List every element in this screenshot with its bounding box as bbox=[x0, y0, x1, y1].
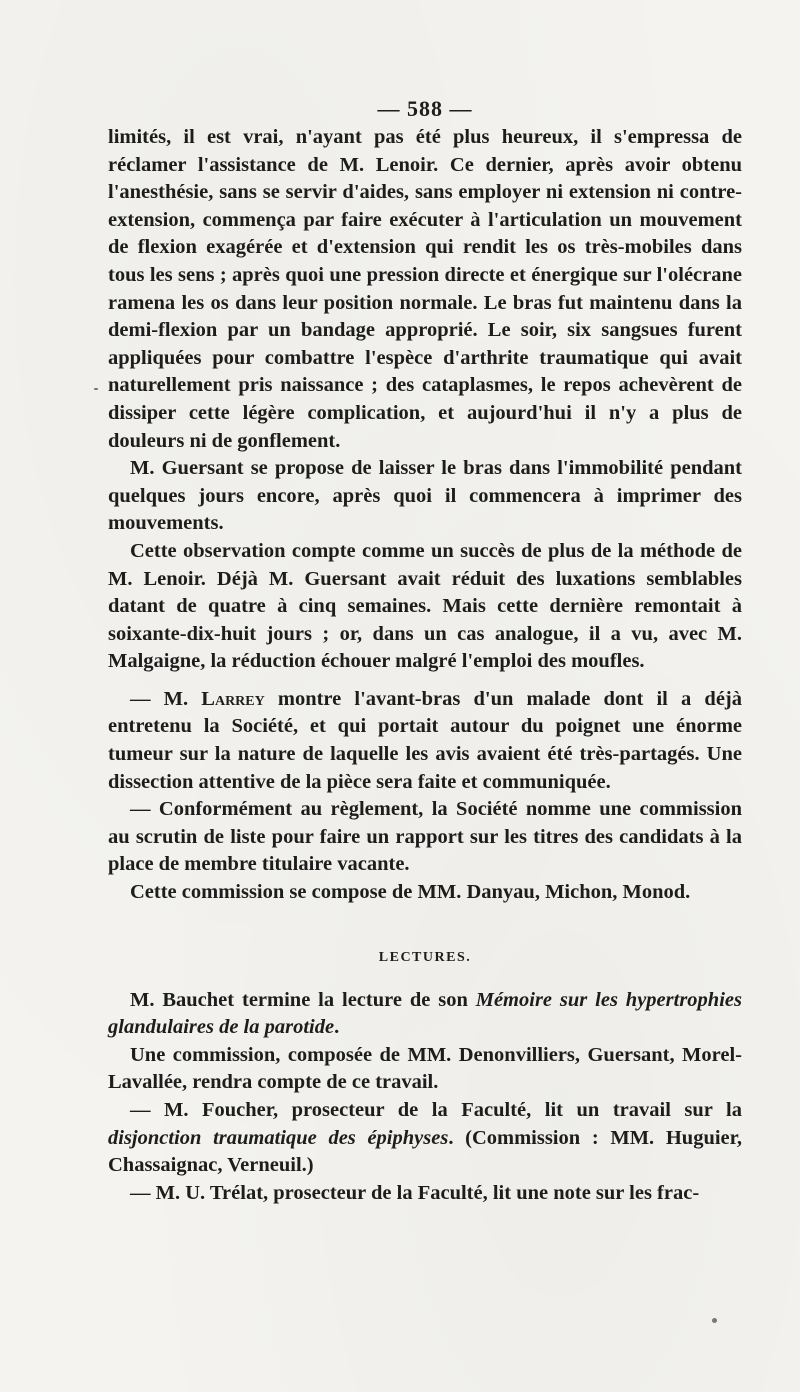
paragraph-reduction-account: limités, il est vrai, n'ayant pas été plus heureux, il s'empressa de réclamer l'assistance de M. Lenoir. Ce dernier, après avoir obtenu l'anesthésie, sans se servir d'aides, sans employer ni extension ni contre-extension, commença par faire exécuter à l'articulation un mouvement de flexion exagérée et d'extension qui rendit les os très-mobiles dans tous les sens ; après quoi une pression directe et énergique sur l'olécrane ramena les os dans leur position normale. Le bras fut maintenu dans la demi-flexion par un bandage approprié. Le soir, six sangsues furent appliquées pour combattre l'espèce d'arthrite traumatique qui avait naturellement pris naissance ; des cataplasmes, le repos achevèrent de dissiper cette légère complication, et aujourd'hui il n'y a plus de douleurs ni de gonflement. bbox=[108, 126, 742, 452]
bauchet-title: Mémoire sur les hypertrophies glandulaires de la parotide bbox=[108, 988, 742, 1039]
paragraph-larrey bbox=[108, 686, 742, 796]
paragraph-commission-vote: — Conformément au règlement, la Société nomme une commission au scrutin de liste pour faire un rapport sur les titres des candidats à la place de membre titulaire vacante. bbox=[108, 798, 742, 876]
paragraph-lenoir-method: Cette observation compte comme un succès de plus de la méthode de M. Lenoir. Déjà M. Guersant avait réduit des luxations semblables datant de quatre à cinq semaines. Mais cette dernière remontait à soixante-dix-huit jours ; or, dans un cas analogue, il a vu, avec M. Malgaigne, la réduction échouer malgré l'emploi des moufles. bbox=[108, 539, 742, 673]
paragraph-bauchet-commission: Une commission, composée de MM. Denonvilliers, Guersant, Morel-Lavallée, rendra compte de ce travail. bbox=[108, 1043, 742, 1094]
foucher-title: disjonction traumatique des épiphyses bbox=[108, 1126, 449, 1149]
section-heading-lectures: LECTURES. bbox=[378, 949, 472, 965]
larrey-name: Larrey bbox=[201, 687, 265, 710]
bauchet-before: M. Bauchet termine la lecture de son bbox=[130, 988, 476, 1011]
foucher-before: — M. Foucher, prosecteur de la Faculté, lit un travail sur la bbox=[130, 1099, 742, 1121]
page-number: — 588 — bbox=[377, 96, 473, 121]
paragraph-commission-members: Cette commission se compose de MM. Danyau, Michon, Monod. bbox=[130, 881, 691, 904]
bauchet-after: . bbox=[334, 1016, 340, 1039]
paragraph-bauchet bbox=[108, 987, 742, 1042]
paper-speck-mark bbox=[94, 388, 98, 390]
body-text bbox=[108, 124, 742, 1207]
larrey-text: montre l'avant-bras d'un malade dont il a déjà entretenu la Société, et qui portait autour du poignet une énorme tumeur sur la nature de laquelle les avis avaient été très-partagés. Une dissection attentive de la pièce sera faite et communiquée. bbox=[108, 687, 742, 793]
paragraph-guersant-plan: M. Guersant se propose de laisser le bras dans l'immobilité pendant quelques jours encore, après quoi il commencera à imprimer des mouvements. bbox=[108, 457, 742, 535]
paragraph-foucher bbox=[108, 1097, 742, 1180]
paragraph-trelat: — M. U. Trélat, prosecteur de la Faculté, lit une note sur les frac- bbox=[130, 1181, 700, 1204]
foucher-after: . (Commission : MM. Huguier, Chassaignac, Verneuil.) bbox=[108, 1126, 742, 1177]
larrey-lead: — M. bbox=[130, 687, 202, 710]
paper-speck-mark bbox=[712, 1318, 717, 1323]
